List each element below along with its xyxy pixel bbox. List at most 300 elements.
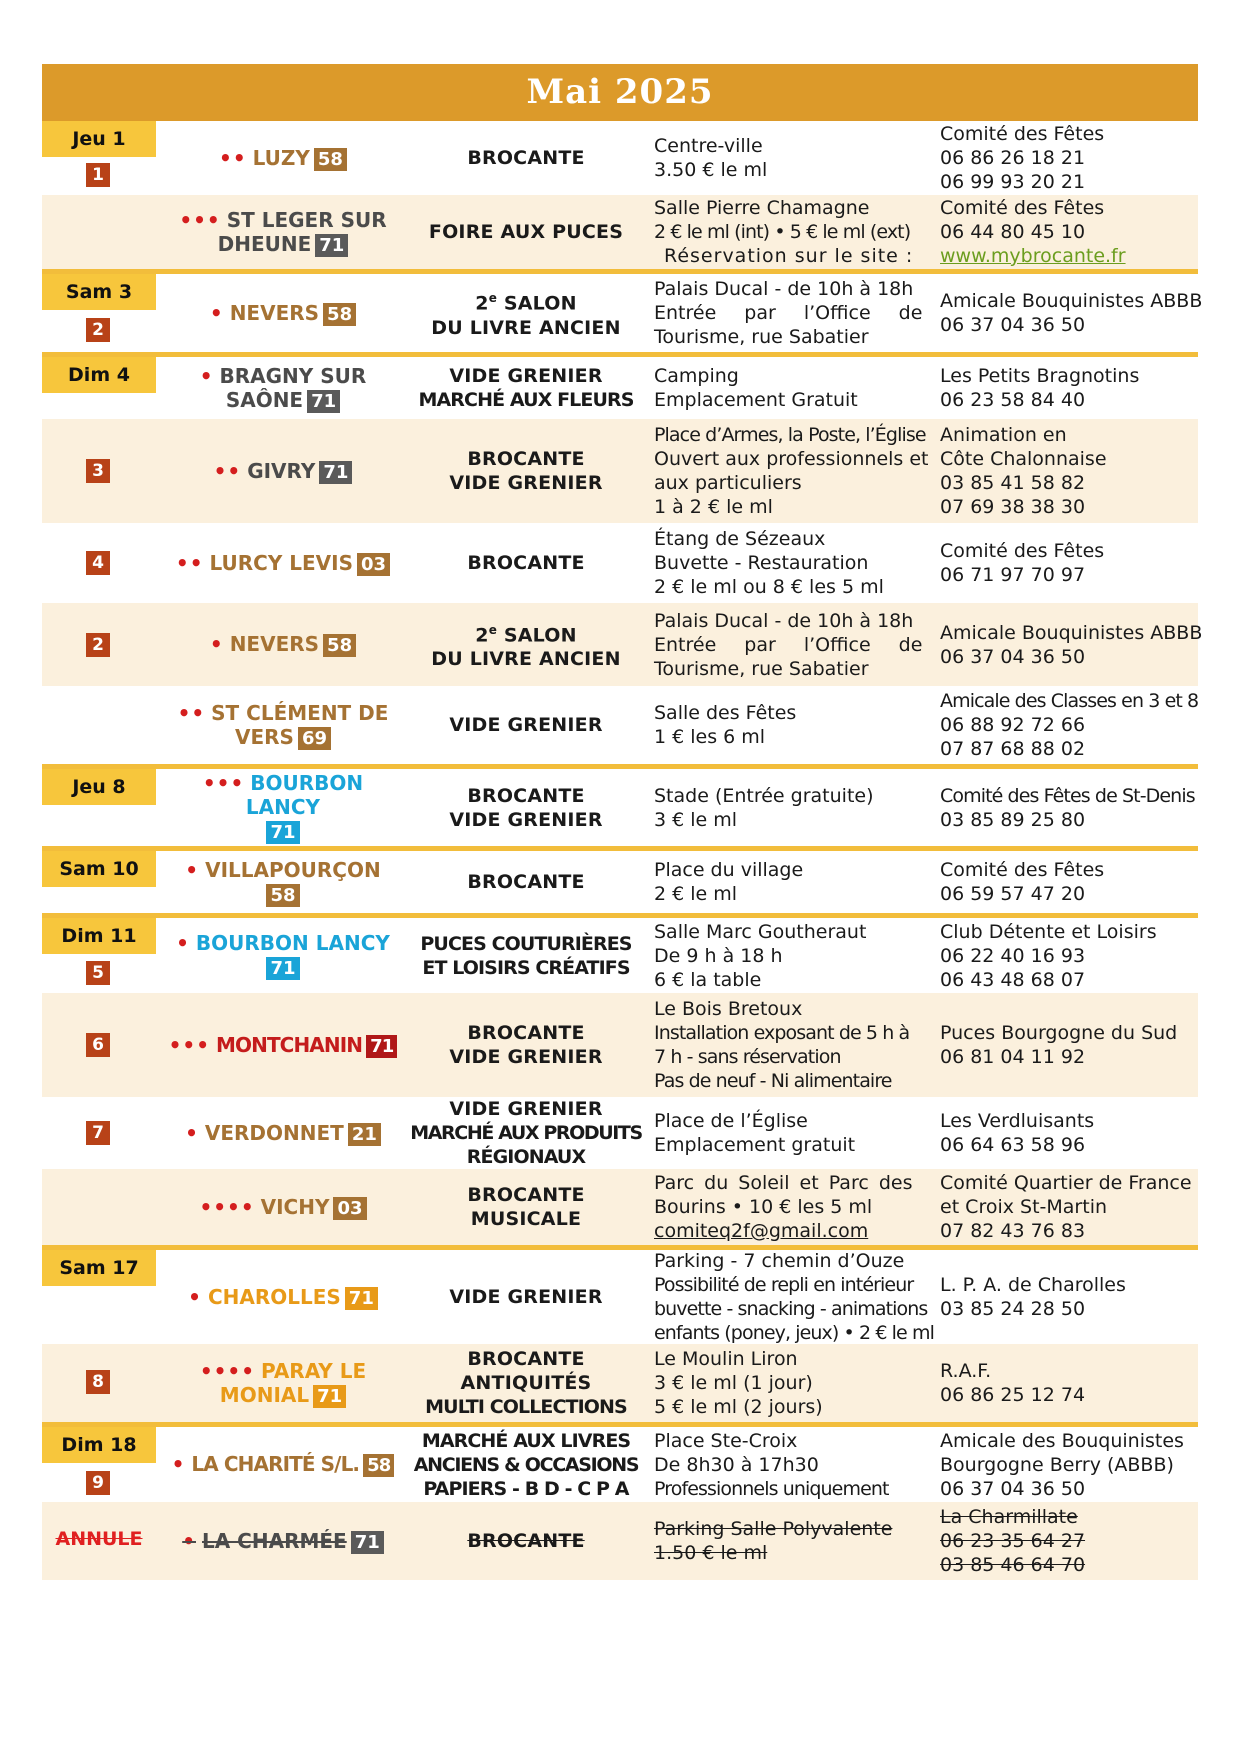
dept-badge: 69 — [298, 727, 331, 750]
type-line: BROCANTE — [467, 448, 585, 470]
town-cell — [156, 1097, 410, 1169]
location-line: Parking Salle Polyvalente — [654, 1518, 893, 1540]
location-cell — [642, 195, 928, 269]
organizer-line: Côte Chalonnaise — [940, 448, 1107, 470]
date-cell — [42, 1344, 156, 1422]
location-line: aux particuliers — [654, 472, 802, 494]
location-line: 1 € les 6 ml — [654, 726, 766, 748]
event-type — [410, 357, 642, 419]
organizer-phone: 06 64 63 58 96 — [940, 1134, 1086, 1156]
type-line: FOIRE AUX PUCES — [428, 221, 624, 243]
town-cell — [156, 1250, 410, 1344]
organizer-line: Amicale des Classes en 3 et 8 — [940, 690, 1199, 712]
location-line: Ouvert aux professionnels et — [654, 448, 929, 470]
town-name: NEVERS — [229, 300, 320, 325]
organizer-cell — [928, 1427, 1198, 1502]
type-line: 2e SALON — [475, 291, 577, 315]
organizer-cell — [928, 603, 1202, 686]
location-line: Place d’Armes, la Poste, l’Église — [654, 424, 926, 446]
location-line: 2 € le ml — [654, 883, 738, 905]
day-label: Sam 3 — [42, 274, 156, 310]
location-line: Palais Ducal - de 10h à 18h — [654, 278, 914, 300]
organizer-cell — [928, 121, 1198, 195]
town-cell — [156, 1169, 410, 1245]
organizer-phone: 03 85 46 64 70 — [940, 1554, 1086, 1576]
organizer-cell — [928, 686, 1198, 764]
organizer-cell — [928, 1097, 1198, 1169]
type-line: BROCANTE — [467, 1184, 585, 1206]
event-row — [42, 352, 1198, 419]
location-line: Le Bois Bretoux — [654, 998, 803, 1020]
location-line: Emplacement gratuit — [654, 1134, 856, 1156]
event-type — [410, 1097, 642, 1169]
rating-dots: • — [171, 1452, 186, 1476]
rating-dots: ••• — [168, 1032, 210, 1057]
type-line: BROCANTE — [467, 1022, 585, 1044]
location-cell — [642, 274, 928, 352]
organizer-cell — [928, 195, 1198, 269]
rating-dots: •• — [219, 145, 247, 170]
location-cell — [642, 769, 928, 846]
location-line: buvette - snacking - animations — [654, 1298, 928, 1320]
town-name: LUZY — [252, 145, 310, 170]
type-line: MARCHÉ AUX FLEURS — [418, 389, 634, 411]
event-row — [42, 269, 1203, 352]
type-line: VIDE GRENIER — [449, 1286, 603, 1308]
event-row — [42, 764, 1198, 846]
type-line: MULTI COLLECTIONS — [425, 1396, 627, 1418]
week-badge: 7 — [86, 1121, 110, 1145]
location-line: 5 € le ml (2 jours) — [654, 1396, 823, 1418]
date-cell — [42, 274, 156, 352]
location-line: 3.50 € le ml — [654, 159, 768, 181]
town-cell — [156, 523, 410, 603]
location-cell — [642, 1097, 928, 1169]
rating-dots: •• — [177, 700, 206, 725]
type-line: MUSICALE — [470, 1208, 582, 1230]
location-line: Bourins • 10 € les 5 ml — [654, 1196, 873, 1218]
organizer-line: Comité des Fêtes de St-Denis — [940, 784, 1195, 807]
event-type — [410, 603, 642, 686]
location-line: Parking - 7 chemin d’Ouze — [654, 1250, 905, 1272]
location-line: 1 à 2 € le ml — [654, 496, 773, 518]
event-row — [42, 121, 1198, 195]
type-line: BROCANTE — [467, 552, 585, 574]
town-name: NEVERS — [229, 632, 320, 656]
organizer-line: Amicale Bouquinistes ABBB — [940, 621, 1203, 644]
event-row — [42, 195, 1198, 269]
organizer-phone: 06 44 80 45 10 — [940, 221, 1086, 243]
location-cell — [642, 419, 928, 523]
town-name: BOURBON — [250, 771, 364, 795]
week-badge: 3 — [86, 459, 110, 483]
type-line: 2e SALON — [475, 622, 577, 647]
location-line: Place Ste-Croix — [654, 1429, 798, 1452]
organizer-line: Animation en — [940, 424, 1067, 446]
event-row — [42, 1422, 1198, 1502]
town-name: CHAROLLES — [207, 1284, 341, 1309]
event-type — [410, 121, 642, 195]
location-line: De 8h30 à 17h30 — [654, 1453, 819, 1476]
organizer-line: Amicale Bouquinistes ABBB — [940, 290, 1203, 312]
town-cell — [156, 274, 410, 352]
location-line: Tourisme, rue Sabatier — [654, 657, 869, 680]
dept-badge: 58 — [314, 148, 347, 171]
event-row — [42, 419, 1198, 523]
date-cell — [42, 993, 156, 1097]
organizer-line: Amicale des Bouquinistes — [940, 1429, 1184, 1452]
location-cell — [642, 851, 928, 913]
organizer-line: Comité des Fêtes — [940, 123, 1105, 145]
rating-dots: ••• — [179, 207, 221, 232]
event-row — [42, 1169, 1198, 1245]
location-line: Place du village — [654, 859, 804, 881]
location-line: Installation exposant de 5 h à — [654, 1022, 910, 1044]
town-cell — [156, 851, 410, 913]
town-name: VERDONNET — [204, 1120, 344, 1145]
event-type — [410, 1427, 642, 1502]
location-line: Possibilité de repli en intérieur — [654, 1274, 914, 1296]
organizer-phone: 06 37 04 36 50 — [940, 645, 1086, 668]
organizer-phone: 06 81 04 11 92 — [940, 1046, 1086, 1068]
location-line: Buvette - Restauration — [654, 552, 869, 574]
organizer-phone: 03 85 41 58 82 — [940, 472, 1086, 494]
type-line: VIDE GRENIER — [449, 1098, 603, 1120]
day-label: Sam 17 — [42, 1250, 156, 1286]
event-type — [410, 1250, 642, 1344]
town-name-line2: MONIAL — [219, 1382, 310, 1407]
organizer-line: Bourgogne Berry (ABBB) — [940, 1453, 1174, 1476]
type-line: DU LIVRE ANCIEN — [431, 648, 621, 671]
town-cell — [156, 357, 410, 419]
location-cell — [642, 121, 928, 195]
town-cell — [156, 686, 410, 764]
location-line: 7 h - sans réservation — [654, 1046, 841, 1068]
organizer-cell — [928, 851, 1198, 913]
organizer-cell — [928, 993, 1198, 1097]
organizer-phone: 06 88 92 72 66 — [940, 714, 1086, 736]
organizer-line: Comité des Fêtes — [940, 197, 1105, 219]
event-type — [410, 195, 642, 269]
type-line: ANTIQUITÉS — [460, 1372, 592, 1394]
town-cell — [156, 1344, 410, 1422]
event-row — [42, 913, 1198, 993]
date-cell — [42, 1250, 156, 1344]
organizer-phone: 07 82 43 76 83 — [940, 1220, 1086, 1242]
date-cell — [42, 1169, 156, 1245]
organizer-line: Puces Bourgogne du Sud — [940, 1022, 1178, 1044]
location-line: Pas de neuf - Ni alimentaire — [654, 1070, 892, 1092]
type-line: PAPIERS - B D - C P A — [423, 1477, 629, 1500]
date-cell — [42, 121, 156, 195]
day-label: Jeu 8 — [42, 769, 156, 805]
location-line: Le Moulin Liron — [654, 1348, 798, 1370]
location-line: Salle Pierre Chamagne — [654, 197, 870, 219]
dept-badge: 58 — [363, 1454, 394, 1477]
rating-dots: •• — [175, 550, 204, 575]
week-badge: 4 — [86, 551, 110, 575]
rating-dots: • — [199, 363, 214, 388]
location-cell — [642, 1502, 928, 1580]
location-line: 2 € le ml (int) • 5 € le ml (ext) — [654, 221, 911, 243]
organizer-phone: 06 23 35 64 27 — [940, 1530, 1086, 1552]
rating-dots: • — [176, 931, 190, 955]
rating-dots: • — [182, 1528, 196, 1553]
date-cell — [42, 603, 156, 686]
type-line: BROCANTE — [467, 1530, 585, 1552]
month-title: Mai 2025 — [42, 64, 1198, 121]
town-name: PARAY LE — [261, 1358, 367, 1383]
organizer-phone: 06 22 40 16 93 — [940, 944, 1086, 967]
week-badge: 1 — [86, 163, 110, 187]
event-row — [42, 686, 1198, 764]
event-row-cancelled — [42, 1502, 1198, 1580]
location-line: enfants (poney, jeux) • 2 € le ml — [654, 1322, 934, 1344]
town-cell — [156, 121, 410, 195]
week-badge: 2 — [86, 318, 110, 342]
dept-badge: 03 — [357, 553, 390, 576]
dept-badge: 71 — [351, 1531, 384, 1554]
day-label: Dim 18 — [42, 1427, 156, 1463]
event-type — [410, 993, 642, 1097]
rating-dots: • — [185, 1120, 199, 1145]
organizer-line: Comité Quartier de France — [940, 1172, 1192, 1194]
location-line: 6 € la table — [654, 968, 762, 991]
dept-badge: 71 — [307, 390, 340, 413]
date-cell — [42, 851, 156, 913]
location-line: Stade (Entrée gratuite) — [654, 784, 874, 807]
location-line: Tourisme, rue Sabatier — [654, 326, 869, 348]
organizer-phone: 07 69 38 38 30 — [940, 496, 1086, 518]
type-line: VIDE GRENIER — [449, 714, 603, 736]
town-cell — [156, 993, 410, 1097]
location-line: Camping — [654, 365, 739, 387]
event-type — [410, 1502, 642, 1580]
rating-dots: •••• — [199, 1358, 255, 1383]
location-cell — [642, 993, 928, 1097]
week-badge: 8 — [86, 1370, 110, 1394]
location-cell — [642, 603, 928, 686]
date-cell — [42, 1097, 156, 1169]
type-line: PUCES COUTURIÈRES — [420, 932, 632, 955]
town-name: VILLAPOURÇON — [205, 857, 381, 882]
dept-badge: 58 — [323, 303, 356, 326]
date-cell — [42, 769, 156, 846]
town-cell — [156, 1427, 410, 1502]
rating-dots: • — [209, 300, 224, 325]
organizer-cell — [928, 1250, 1198, 1344]
calendar-sheet — [42, 64, 1203, 1580]
location-line: 3 € le ml (1 jour) — [654, 1372, 813, 1394]
date-cell — [42, 419, 156, 523]
town-name: LA CHARITÉ S/L. — [191, 1452, 360, 1476]
location-line: Entrée par l’Office de — [654, 633, 923, 656]
dept-badge: 71 — [319, 461, 352, 484]
date-cell — [42, 1427, 156, 1502]
type-line: ANCIENS & OCCASIONS — [413, 1453, 639, 1476]
town-cell — [156, 195, 410, 269]
event-type — [410, 686, 642, 764]
location-line: Salle des Fêtes — [654, 702, 797, 724]
organizer-phone: 07 87 68 88 02 — [940, 738, 1086, 760]
location-line: Centre-ville — [654, 135, 763, 157]
rating-dots: • — [188, 1284, 202, 1309]
organizer-cell — [928, 419, 1198, 523]
organizer-line: R.A.F. — [940, 1360, 992, 1382]
town-cell — [156, 419, 410, 523]
type-line: MARCHÉ AUX LIVRES — [421, 1429, 631, 1452]
day-label: Dim 11 — [42, 918, 156, 954]
town-cell — [156, 769, 410, 846]
organizer-phone: 06 37 04 36 50 — [940, 1477, 1086, 1500]
location-cell — [642, 357, 928, 419]
date-cell — [42, 195, 156, 269]
email-link[interactable]: comiteq2f@gmail.com — [654, 1220, 869, 1242]
town-name-line2: SAÔNE — [225, 387, 304, 412]
type-line: DU LIVRE ANCIEN — [431, 316, 621, 339]
day-label: Jeu 1 — [42, 121, 156, 157]
week-badge: 9 — [86, 1471, 110, 1495]
type-line: ET LOISIRS CRÉATIFS — [422, 956, 630, 979]
event-type — [410, 1344, 642, 1422]
week-badge: 2 — [86, 633, 110, 657]
event-type — [410, 274, 642, 352]
organizer-line: La Charmillate — [940, 1506, 1078, 1528]
organizer-phone: 03 85 24 28 50 — [940, 1298, 1086, 1320]
dept-badge: 71 — [315, 234, 348, 257]
rating-dots: •• — [213, 458, 242, 483]
dept-badge: 58 — [266, 884, 299, 907]
dept-badge: 71 — [366, 1035, 397, 1058]
organizer-cell — [928, 769, 1198, 846]
type-line: BROCANTE — [467, 784, 585, 807]
location-line: 1.50 € le ml — [654, 1542, 768, 1564]
event-row — [42, 1245, 1198, 1344]
location-cell — [642, 1250, 934, 1344]
event-type — [410, 769, 642, 846]
town-cell — [156, 603, 410, 686]
type-line: VIDE GRENIER — [449, 472, 603, 494]
organizer-cell — [928, 1344, 1198, 1422]
organizer-phone: 03 85 89 25 80 — [940, 808, 1086, 831]
organizer-line: L. P. A. de Charolles — [940, 1274, 1126, 1296]
event-row — [42, 993, 1198, 1097]
type-line: BROCANTE — [467, 871, 585, 893]
type-line: RÉGIONAUX — [466, 1146, 586, 1168]
week-badge: 5 — [86, 961, 110, 985]
event-row — [42, 523, 1198, 603]
location-cell — [642, 523, 928, 603]
location-cell — [642, 1427, 928, 1502]
town-name-line2: DHEUNE — [217, 231, 312, 256]
type-line: VIDE GRENIER — [449, 1046, 603, 1068]
organizer-line: Comité des Fêtes — [940, 859, 1105, 881]
date-cell — [42, 523, 156, 603]
town-name: ST LEGER SUR — [226, 207, 387, 232]
organizer-phone: 06 59 57 47 20 — [940, 883, 1086, 905]
event-type — [410, 1169, 642, 1245]
organizer-phone: 06 43 48 68 07 — [940, 968, 1086, 991]
location-cell — [642, 686, 928, 764]
organizer-cell — [928, 1169, 1198, 1245]
date-cell — [42, 918, 156, 993]
town-name: BRAGNY SUR — [219, 363, 367, 388]
event-type — [410, 523, 642, 603]
town-name: BOURBON LANCY — [195, 931, 390, 955]
date-cell — [42, 357, 156, 419]
day-label: Sam 10 — [42, 851, 156, 887]
event-row — [42, 1344, 1198, 1422]
dept-badge: 71 — [266, 821, 299, 844]
event-type — [410, 419, 642, 523]
location-line: Place de l’Église — [654, 1110, 808, 1132]
location-line: 2 € le ml ou 8 € les 5 ml — [654, 576, 884, 598]
location-line: De 9 h à 18 h — [654, 944, 783, 967]
date-cell — [42, 686, 156, 764]
town-name-line2: LANCY — [245, 795, 321, 819]
rating-dots: • — [185, 857, 200, 882]
location-line: Parc du Soleil et Parc des — [654, 1172, 913, 1194]
location-line: Salle Marc Goutheraut — [654, 920, 867, 943]
town-cell — [156, 918, 410, 993]
location-line: Entrée par l’Office de — [654, 302, 923, 324]
location-line: 3 € le ml — [654, 808, 738, 831]
organizer-phone: 06 86 26 18 21 — [940, 147, 1086, 169]
rating-dots: • — [209, 632, 224, 656]
town-name: MONTCHANIN — [216, 1032, 363, 1057]
location-line: Emplacement Gratuit — [654, 389, 858, 411]
town-name: ST CLÉMENT DE — [211, 700, 389, 725]
location-line: Palais Ducal - de 10h à 18h — [654, 609, 914, 632]
town-name: VICHY — [260, 1194, 330, 1219]
dept-badge: 71 — [266, 957, 299, 980]
event-row — [42, 846, 1198, 913]
location-cell — [642, 1169, 928, 1245]
type-line: MARCHÉ AUX PRODUITS — [410, 1122, 642, 1144]
type-line: BROCANTE — [467, 1348, 585, 1370]
town-name: GIVRY — [247, 458, 316, 483]
organizer-line: Comité des Fêtes — [940, 540, 1105, 562]
event-row — [42, 1097, 1198, 1169]
town-name-line2: VERS — [234, 724, 294, 749]
location-line: Professionnels uniquement — [654, 1477, 889, 1500]
cancelled-label: ANNULE — [55, 1528, 143, 1550]
organizer-cell — [928, 523, 1198, 603]
day-label: Dim 4 — [42, 357, 156, 393]
dept-badge: 21 — [348, 1123, 381, 1146]
dept-badge: 71 — [345, 1287, 378, 1310]
location-cell — [642, 918, 928, 993]
type-line: VIDE GRENIER — [449, 365, 603, 387]
date-cell — [42, 1502, 156, 1580]
organizer-line: et Croix St-Martin — [940, 1196, 1108, 1218]
event-type — [410, 918, 642, 993]
type-line: BROCANTE — [467, 147, 585, 169]
rating-dots: ••• — [202, 771, 245, 795]
town-name: LURCY LEVIS — [209, 550, 354, 575]
location-line: Étang de Sézeaux — [654, 528, 826, 550]
week-badge: 6 — [86, 1033, 110, 1057]
organizer-line: Club Détente et Loisirs — [940, 920, 1157, 943]
location-cell — [642, 1344, 928, 1422]
organizer-cell — [928, 1502, 1198, 1580]
event-row — [42, 603, 1203, 686]
rating-dots: •••• — [199, 1194, 255, 1219]
organizer-line: Les Verdluisants — [940, 1110, 1095, 1132]
website-link[interactable]: www.mybrocante.fr — [940, 245, 1126, 267]
location-line: Réservation sur le site : — [664, 245, 914, 267]
organizer-line: Les Petits Bragnotins — [940, 365, 1140, 387]
